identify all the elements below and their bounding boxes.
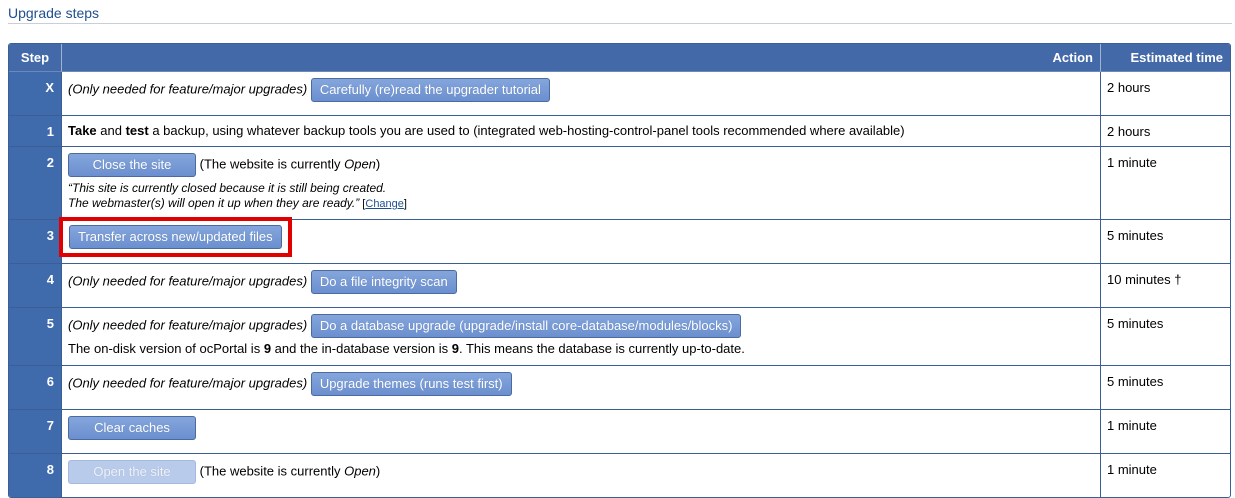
site-status-prefix: (The website is currently	[196, 156, 345, 172]
estimated-time: 5 minutes	[1101, 220, 1230, 264]
estimated-time: 5 minutes	[1101, 366, 1230, 410]
change-bracket-close: ]	[403, 198, 407, 210]
closed-message	[68, 181, 1094, 212]
action-cell	[62, 264, 1101, 308]
step-number: 7	[9, 410, 62, 454]
step-number: 4	[9, 264, 62, 308]
change-message-link[interactable]: Change	[365, 198, 404, 210]
step-number: X	[9, 72, 62, 116]
db-version: 9	[451, 341, 459, 356]
table-row	[9, 147, 1230, 220]
table-row	[9, 410, 1230, 454]
backup-instructions: a backup, using whatever backup tools you are used to (integrated web-hosting-control-panel tools recommended where available)	[148, 123, 905, 138]
backup-and-text: and	[96, 123, 126, 138]
estimated-time: 1 minute	[1101, 410, 1230, 454]
close-site-button[interactable]: Close the site	[68, 153, 196, 177]
table-row	[9, 454, 1230, 497]
closed-message-line-1: “This site is currently closed because it is still being created.	[68, 181, 387, 195]
site-status-suffix: )	[375, 156, 381, 172]
site-status-value: Open	[344, 463, 376, 479]
estimated-time: 1 minute	[1107, 462, 1157, 477]
step-number: 6	[9, 366, 62, 410]
version-text: . This means the database is currently up-to-date.	[458, 341, 745, 356]
optional-note: (Only needed for feature/major upgrades)	[68, 375, 308, 391]
action-cell	[62, 454, 1101, 497]
read-tutorial-button[interactable]: Carefully (re)read the upgrader tutorial	[311, 78, 550, 102]
table-row	[9, 264, 1230, 308]
site-status-suffix: )	[375, 463, 381, 479]
estimated-time: 1 minute	[1101, 147, 1230, 220]
action-cell	[62, 72, 1101, 116]
step-number: 2	[9, 147, 62, 220]
table-row	[9, 366, 1230, 410]
table-row	[9, 220, 1230, 264]
clear-caches-button[interactable]: Clear caches	[68, 416, 196, 440]
upgrade-themes-button[interactable]: Upgrade themes (runs test first)	[311, 372, 512, 396]
transfer-files-button[interactable]: Transfer across new/updated files	[69, 225, 282, 249]
action-cell	[62, 147, 1101, 220]
open-site-button[interactable]: Open the site	[68, 460, 196, 484]
optional-note: (Only needed for feature/major upgrades)	[68, 81, 308, 97]
action-cell	[62, 410, 1101, 454]
estimated-time: 2 hours	[1101, 116, 1230, 147]
estimated-time: 5 minutes	[1101, 308, 1230, 366]
site-status-prefix: (The website is currently	[196, 463, 345, 479]
table-header-row	[9, 44, 1230, 72]
action-cell	[62, 116, 1101, 147]
site-status-value: Open	[344, 156, 376, 172]
backup-test-text: test	[125, 123, 149, 138]
table-row	[9, 72, 1230, 116]
step-number: 8	[9, 454, 62, 497]
closed-message-line-2: The webmaster(s) will open it up when they are ready.”	[68, 196, 360, 210]
action-cell	[62, 308, 1101, 366]
backup-take-text: Take	[68, 123, 97, 138]
highlight-box	[59, 217, 292, 257]
version-text: and the in-database version is	[271, 341, 452, 356]
upgrade-steps-table	[8, 43, 1231, 498]
database-upgrade-button[interactable]: Do a database upgrade (upgrade/install core-database/modules/blocks)	[311, 314, 742, 338]
version-info	[68, 341, 1094, 356]
page-title: Upgrade steps	[8, 5, 1232, 24]
action-cell	[62, 366, 1101, 410]
version-text: The on-disk version of ocPortal is	[68, 341, 264, 356]
column-header-estimated-time: Estimated time	[1101, 44, 1230, 72]
change-bracket-open: [	[359, 198, 366, 210]
disk-version: 9	[263, 341, 272, 356]
table-row	[9, 308, 1230, 366]
step-number: 3	[9, 220, 62, 264]
step-number: 5	[9, 308, 62, 366]
column-header-step: Step	[9, 44, 62, 72]
step-number: 1	[9, 116, 62, 147]
optional-note: (Only needed for feature/major upgrades)	[68, 273, 308, 289]
estimated-time: 10 minutes †	[1101, 264, 1230, 308]
optional-note: (Only needed for feature/major upgrades)	[68, 317, 308, 333]
estimated-time: 2 hours	[1101, 72, 1230, 116]
column-header-action: Action	[62, 44, 1101, 72]
action-cell	[62, 220, 1101, 264]
file-integrity-scan-button[interactable]: Do a file integrity scan	[311, 270, 457, 294]
table-row	[9, 116, 1230, 147]
